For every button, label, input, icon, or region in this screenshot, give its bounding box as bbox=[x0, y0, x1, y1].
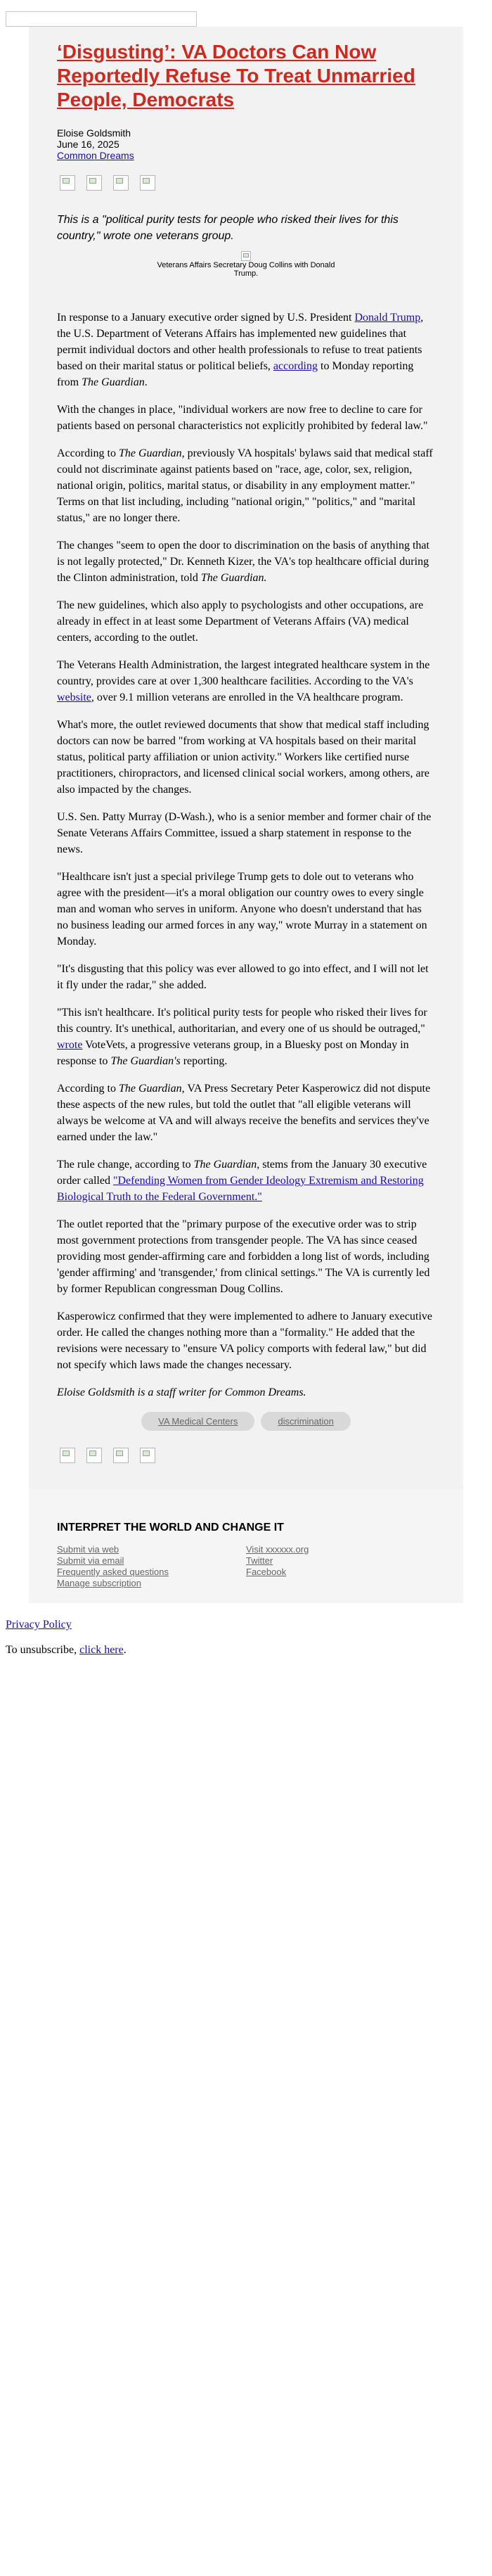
article-dek: This is a "political purity tests for people who risked their lives for this country," wrote one veterans group. bbox=[57, 214, 399, 242]
tag-va-medical-centers[interactable]: VA Medical Centers bbox=[141, 1412, 254, 1431]
paragraph: The new guidelines, which also apply to psychologists and other occupations, are already in effect in at least some Department of Veterans Affairs (VA) medical centers, according to the outlet. bbox=[57, 599, 424, 644]
share-facebook-icon[interactable] bbox=[57, 172, 77, 193]
share-twitter-icon[interactable] bbox=[84, 1445, 104, 1465]
submit-via-web-link[interactable]: Submit via web bbox=[57, 1544, 119, 1555]
share-icons-top bbox=[57, 172, 435, 198]
footer-columns bbox=[57, 1544, 435, 1589]
share-facebook-icon[interactable] bbox=[57, 1445, 77, 1465]
paragraph: The Veterans Health Administration, the largest integrated healthcare system in the country, provides care at over 1,300 healthcare facilities. According to the VA's website, over 9.1 million veterans are enrolled in the VA healthcare program. bbox=[57, 659, 430, 703]
article-body bbox=[57, 310, 435, 1401]
paragraph: In response to a January executive order signed by U.S. President Donald Trump, the U.S. Department of Veterans Affairs has implemented new guidelines that permit individual doctors and other health professionals to refuse to treat patients based on their marital status or political beliefs, according to Monday reporting from The Guardian. bbox=[57, 312, 424, 388]
article-image bbox=[57, 251, 435, 278]
article-title-link[interactable]: ‘Disgusting’: VA Doctors Can Now Reportedly Refuse To Treat Unmarried People, Democrats bbox=[57, 41, 415, 110]
footer-heading: INTERPRET THE WORLD AND CHANGE IT bbox=[57, 1522, 284, 1534]
twitter-link[interactable]: Twitter bbox=[246, 1555, 273, 1566]
paragraph: U.S. Sen. Patty Murray (D-Wash.), who is a senior member and former chair of the Senate Veterans Affairs Committee, issued a sharp statement in response to the news. bbox=[57, 811, 432, 855]
paragraph: With the changes in place, "individual workers are now free to decline to care for patients based on personal characteristics not explicitly prohibited by federal law." bbox=[57, 404, 428, 432]
paragraph: The changes "seem to open the door to discrimination on the basis of anything that is not legally protected," Dr. Kenneth Kizer, the VA's top healthcare official during the Clinton administration, told The Guardian. bbox=[57, 540, 429, 584]
newsletter-footer bbox=[29, 1489, 463, 1603]
paragraph: The rule change, according to The Guardian, stems from the January 30 executive order called "Defending Women from Gender Ideology Extremism and Restoring Biological Truth to the Federal Government." bbox=[57, 1159, 427, 1203]
faq-link[interactable]: Frequently asked questions bbox=[57, 1567, 169, 1577]
author-name: Eloise Goldsmith bbox=[57, 127, 131, 139]
masthead-logo-image[interactable] bbox=[6, 11, 197, 27]
donald-trump-link[interactable]: Donald Trump bbox=[354, 312, 421, 324]
publish-date: June 16, 2025 bbox=[57, 139, 119, 150]
paragraph: "This isn't healthcare. It's political purity tests for people who risked their lives for this country. It's unethical, authoritarian, and every one of us should be outraged," wrote VoteVets, a progressive veterans group, in a Bluesky post on Monday in response to The Guardian's reporting. bbox=[57, 1007, 427, 1067]
paragraph: According to The Guardian, previously VA hospitals' bylaws said that medical staff could not discriminate against patients based on "race, age, color, sex, religion, national origin, politics, marital status, or disability in any employment matter." Terms on that list including, including "national origin," "politics," and "marital status," are no longer there. bbox=[57, 447, 433, 524]
paragraph: According to The Guardian, VA Press Secretary Peter Kasperowicz did not dispute these aspects of the new rules, but told the outlet that "all eligible veterans will always be welcome at VA and will always receive the benefits and services they've earned under the law." bbox=[57, 1083, 431, 1143]
share-icons-bottom bbox=[57, 1445, 435, 1470]
broken-image-icon bbox=[241, 251, 251, 261]
va-website-link[interactable]: website bbox=[57, 691, 91, 703]
legal-footer bbox=[0, 1603, 492, 1657]
paragraph: "Healthcare isn't just a special privilege Trump gets to dole out to veterans who agree with the president—it's a moral obligation our country owes to every single man and woman who serves in uniform. Anyone who doesn't understand that has no business leading our armed forces in any way," wrote Murray in a statement on Monday. bbox=[57, 871, 427, 948]
submit-via-email-link[interactable]: Submit via email bbox=[57, 1555, 124, 1566]
footer-col-left bbox=[57, 1544, 246, 1589]
privacy-policy-link[interactable]: Privacy Policy bbox=[6, 1619, 72, 1631]
tag-list bbox=[57, 1412, 435, 1431]
share-twitter-icon[interactable] bbox=[84, 172, 104, 193]
byline bbox=[57, 127, 435, 161]
paragraph: "It's disgusting that this policy was ever allowed to go into effect, and I will not let it fly under the radar," she added. bbox=[57, 963, 429, 991]
tag-discrimination[interactable]: discrimination bbox=[261, 1412, 350, 1431]
wrote-link[interactable]: wrote bbox=[57, 1039, 83, 1051]
author-bio: Eloise Goldsmith is a staff writer for Common Dreams. bbox=[57, 1386, 306, 1398]
share-linkedin-icon[interactable] bbox=[110, 172, 131, 193]
according-link[interactable]: according bbox=[273, 360, 318, 372]
share-email-icon[interactable] bbox=[137, 1445, 157, 1465]
source-link[interactable]: Common Dreams bbox=[57, 150, 134, 161]
manage-subscription-link[interactable]: Manage subscription bbox=[57, 1578, 141, 1588]
unsubscribe-line: To unsubscribe, click here. bbox=[6, 1644, 127, 1656]
visit-site-link[interactable]: Visit xxxxxx.org bbox=[246, 1544, 309, 1555]
image-caption: Veterans Affairs Secretary Doug Collins with Donald Trump. bbox=[157, 261, 335, 278]
paragraph: What's more, the outlet reviewed documents that show that medical staff including doctors can now be barred "from working at VA hospitals based on their marital status, political party affiliation or union activity." Workers like certified nurse practitioners, chiropractors, and licensed clinical social workers, among others, are also impacted by the changes. bbox=[57, 719, 430, 796]
footer-col-right bbox=[246, 1544, 435, 1589]
article-card bbox=[29, 27, 463, 1489]
executive-order-link[interactable]: "Defending Women from Gender Ideology Extremism and Restoring Biological Truth to the Federal Government." bbox=[57, 1175, 424, 1203]
paragraph: The outlet reported that the "primary purpose of the executive order was to strip most government protections from transgender people. The VA has since ceased providing most gender-affirming care and forbidden a long list of words, including 'gender affirming' and 'transgender,' from clinical settings." The VA is currently led by former Republican congressman Doug Collins. bbox=[57, 1218, 430, 1295]
share-linkedin-icon[interactable] bbox=[110, 1445, 131, 1465]
paragraph: Kasperowicz confirmed that they were implemented to adhere to January executive order. He called the changes nothing more than a "formality." He added that the revisions were necessary to "ensure VA policy comports with federal law," but did not specify which laws made the changes necessary. bbox=[57, 1311, 432, 1371]
unsubscribe-link[interactable]: click here bbox=[79, 1644, 124, 1656]
facebook-link[interactable]: Facebook bbox=[246, 1567, 287, 1577]
header-bar bbox=[0, 0, 492, 27]
share-email-icon[interactable] bbox=[137, 172, 157, 193]
